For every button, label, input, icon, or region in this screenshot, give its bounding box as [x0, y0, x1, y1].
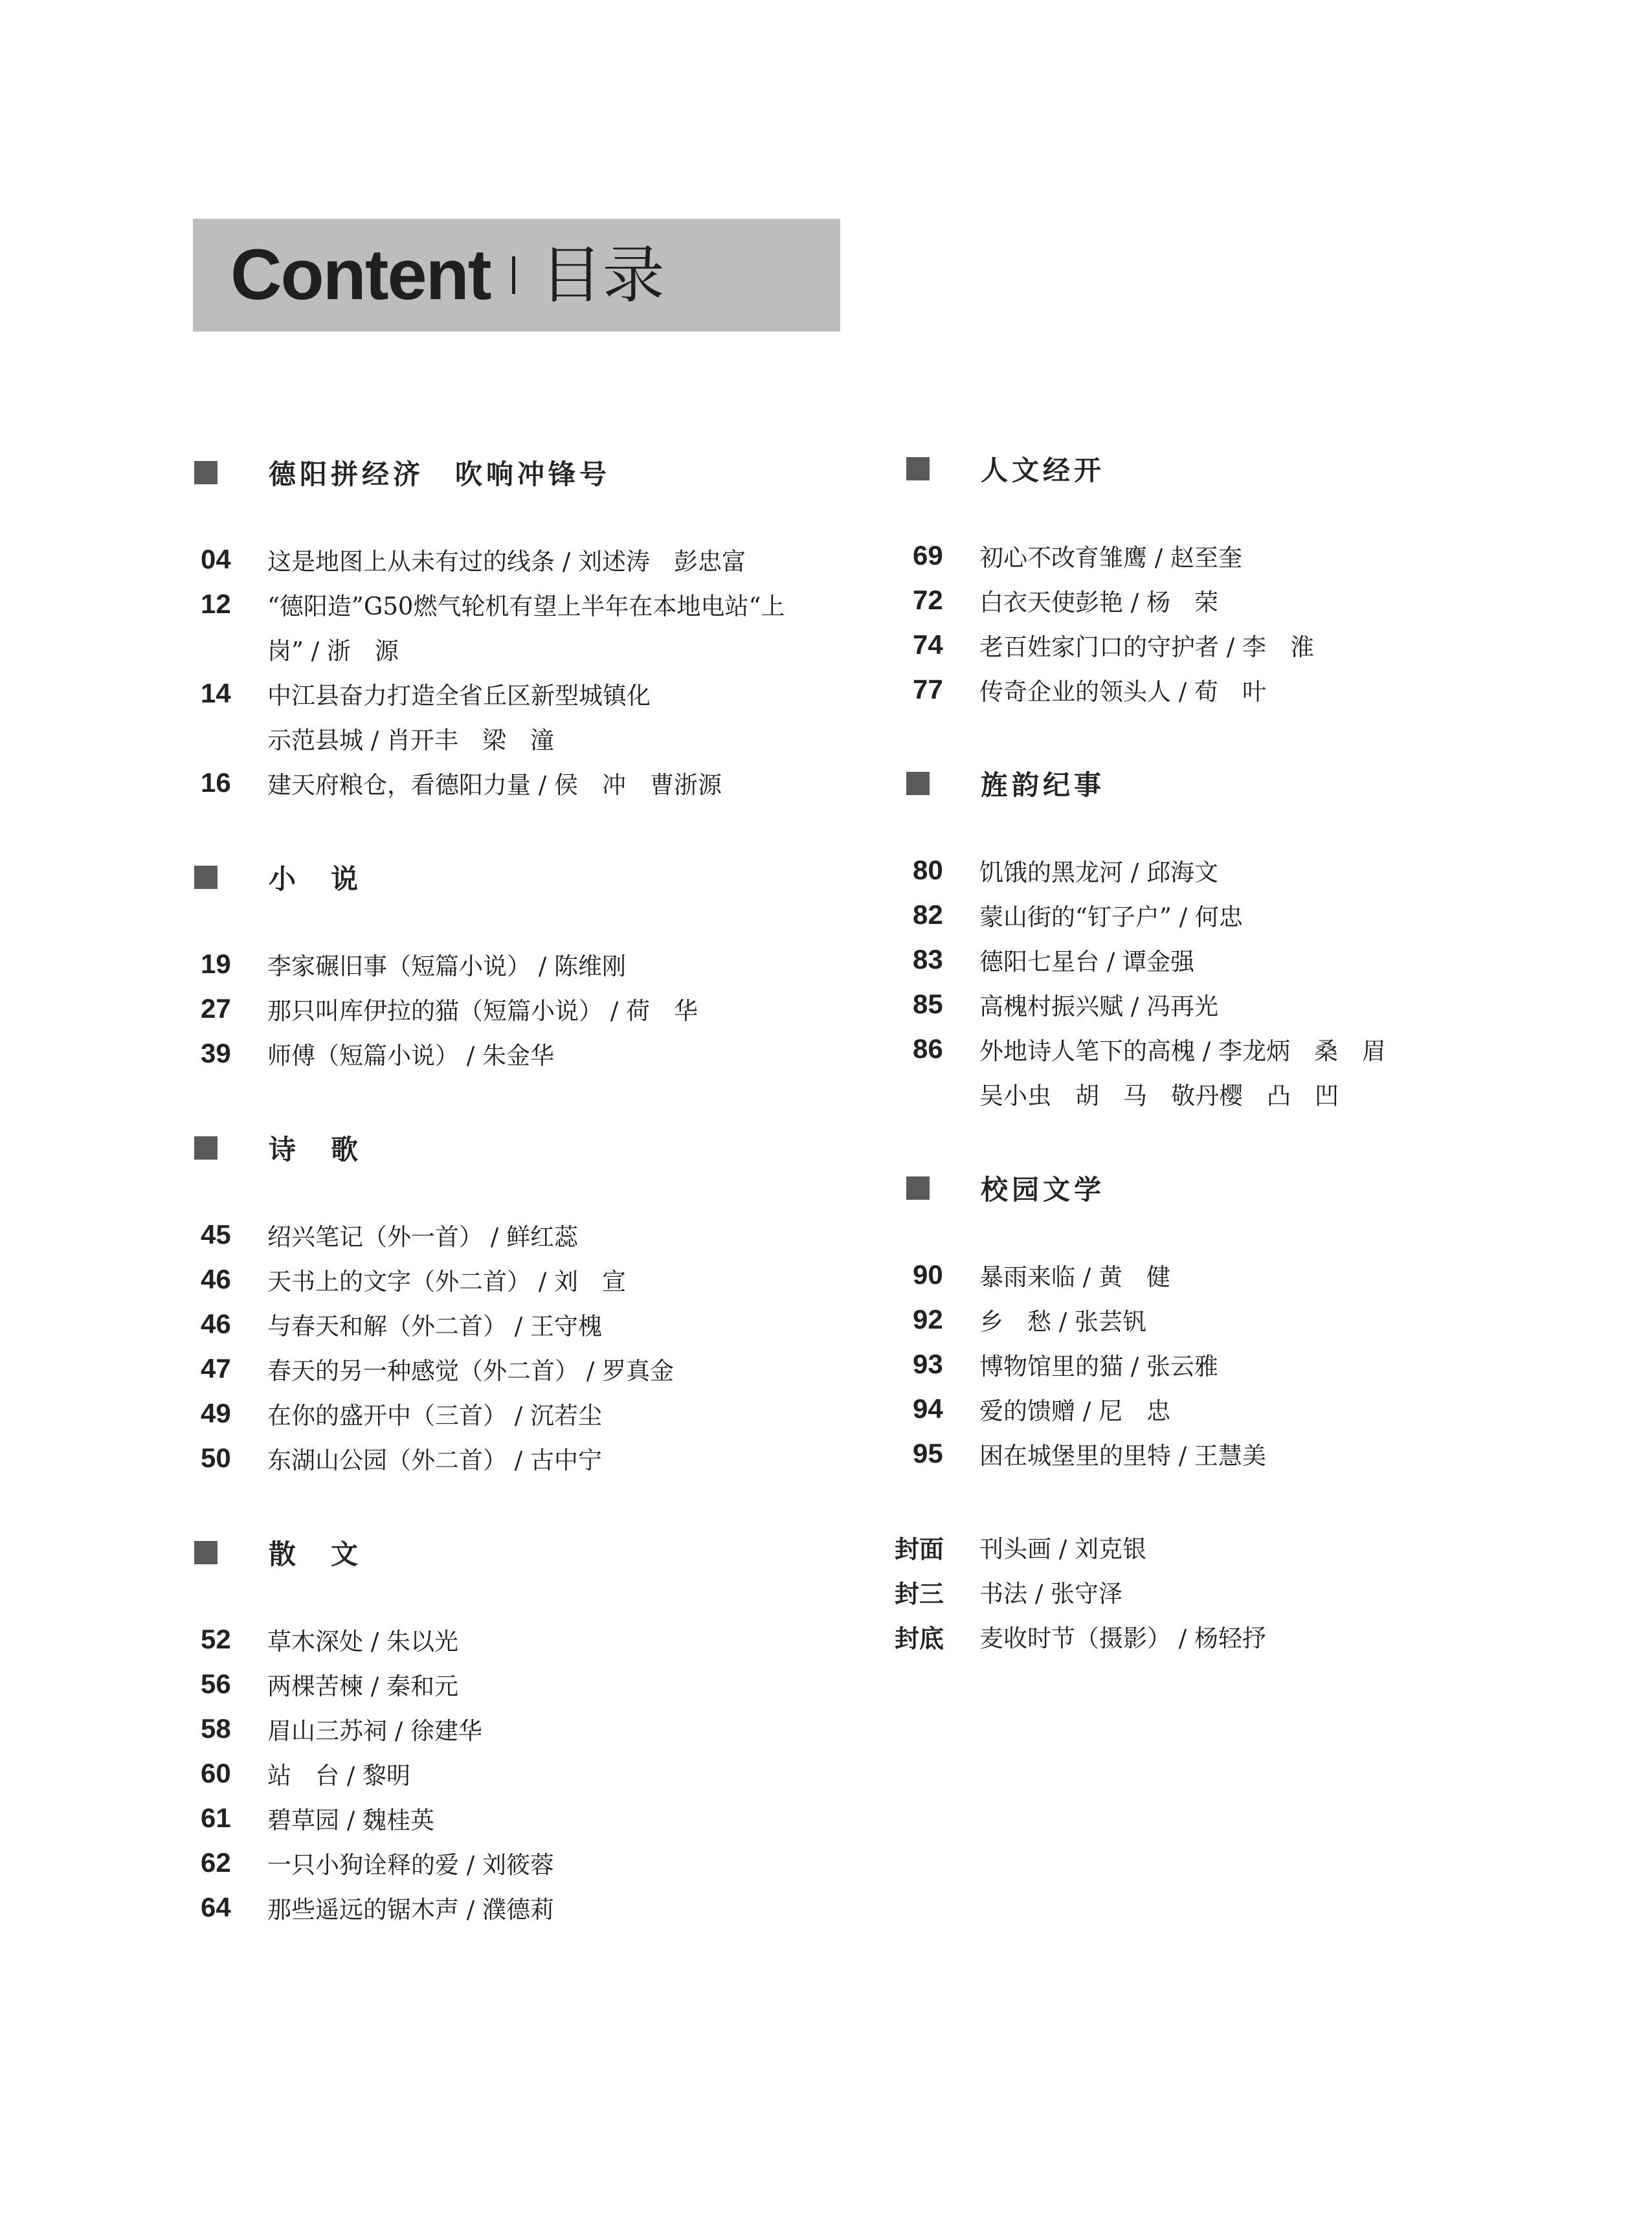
toc-entry[interactable]	[906, 1027, 1554, 1071]
cover-credit-front[interactable]	[895, 1525, 1554, 1569]
section-title: 诗 歌	[269, 1134, 363, 1165]
toc-entry[interactable]	[906, 893, 1554, 937]
page-number: 64	[201, 1892, 231, 1922]
entry-title: 李家碾旧事（短篇小说） / 陈维刚	[267, 952, 626, 980]
toc-entry[interactable]	[194, 1617, 842, 1661]
toc-entry[interactable]	[194, 1436, 842, 1480]
cover-credit-third[interactable]	[895, 1569, 1554, 1613]
toc-entry[interactable]	[194, 1662, 842, 1706]
entry-title: 春天的另一种感觉（外二首） / 罗真金	[267, 1357, 674, 1385]
toc-entry[interactable]	[906, 1298, 1554, 1342]
page-number: 93	[913, 1349, 943, 1379]
section-square-icon	[194, 866, 218, 889]
entry-title: 草木深处 / 朱以光	[267, 1628, 458, 1656]
page-number: 47	[201, 1353, 231, 1384]
page-number: 14	[201, 678, 231, 708]
entry-title: 建天府粮仓，看德阳力量 / 侯 冲 曹浙源	[267, 771, 722, 799]
toc-entry[interactable]	[194, 1885, 842, 1929]
entry-title: 碧草园 / 魏桂英	[267, 1806, 434, 1834]
section-title: 人文经开	[981, 455, 1106, 486]
entry-title: 麦收时节（摄影） / 杨轻抒	[979, 1625, 1266, 1652]
entry-title: 示范县城 / 肖开丰 梁 潼	[267, 726, 554, 754]
section-title: 校园文学	[981, 1174, 1106, 1206]
page-number: 94	[913, 1393, 943, 1424]
toc-entry[interactable]	[194, 582, 842, 626]
section-header	[906, 1169, 1106, 1208]
entry-title: 那些遥远的锯木声 / 濮德莉	[267, 1896, 554, 1924]
section-square-icon	[906, 772, 930, 795]
section-header	[194, 1533, 363, 1572]
section-title: 德阳拼经济 吹响冲锋号	[269, 458, 611, 490]
cover-label: 封面	[895, 1535, 944, 1564]
page-number: 39	[201, 1038, 231, 1068]
entry-title: 德阳七星台 / 谭金强	[979, 948, 1194, 976]
toc-entry[interactable]	[906, 938, 1554, 982]
page-number: 58	[201, 1713, 231, 1744]
page-number: 72	[913, 585, 943, 615]
cover-label: 封底	[895, 1624, 944, 1653]
section-square-icon	[906, 457, 930, 480]
entry-title: 蒙山街的“钉子户” / 何忠	[979, 903, 1243, 931]
section-header	[906, 764, 1106, 803]
entry-title: 在你的盛开中（三首） / 沉若尘	[267, 1402, 602, 1430]
toc-entry[interactable]	[194, 942, 842, 986]
section-square-icon	[906, 1176, 930, 1200]
page-number: 49	[201, 1398, 231, 1428]
entry-title: 与春天和解（外二首） / 王守槐	[267, 1312, 602, 1340]
toc-entry[interactable]	[906, 1253, 1554, 1297]
entry-title: 刊头画 / 刘克银	[979, 1535, 1146, 1563]
page-number: 80	[913, 855, 943, 885]
page-number: 19	[201, 949, 231, 979]
section-title: 旌韵纪事	[981, 769, 1106, 801]
page-number: 62	[201, 1847, 231, 1878]
page-number: 16	[201, 767, 231, 798]
entry-title: 困在城堡里的里特 / 王慧美	[979, 1442, 1266, 1470]
entry-title: 一只小狗诠释的爱 / 刘筱蓉	[267, 1851, 554, 1879]
toc-entry[interactable]	[194, 671, 842, 715]
entry-title: 两棵苦楝 / 秦和元	[267, 1672, 458, 1700]
section-title: 散 文	[269, 1538, 363, 1570]
entry-title: 这是地图上从未有过的线条 / 刘述涛 彭忠富	[267, 548, 746, 576]
page-number: 27	[201, 993, 231, 1024]
section-square-icon	[194, 1541, 218, 1564]
entry-title: 饥饿的黑龙河 / 邱海文	[979, 859, 1218, 886]
section-title: 小 说	[269, 863, 363, 895]
page-number: 52	[201, 1624, 231, 1654]
section-square-icon	[194, 1136, 218, 1160]
entry-title: 那只叫库伊拉的猫（短篇小说） / 荷 华	[267, 997, 698, 1025]
toc-entry[interactable]	[906, 1342, 1554, 1386]
page-number: 85	[913, 989, 943, 1019]
page-title-en: Content	[230, 235, 491, 315]
entry-title: 东湖山公园（外二首） / 古中宁	[267, 1446, 602, 1474]
section-header	[194, 1129, 363, 1167]
toc-entry[interactable]	[194, 1347, 842, 1391]
title-divider	[512, 256, 515, 294]
toc-entry[interactable]	[194, 537, 842, 581]
page-number: 46	[201, 1264, 231, 1294]
entry-title: 乡 愁 / 张芸钒	[979, 1308, 1146, 1336]
page-number: 45	[201, 1219, 231, 1250]
toc-entry[interactable]	[194, 1031, 842, 1075]
section-header	[194, 858, 363, 897]
cover-credit-back[interactable]	[895, 1614, 1554, 1658]
toc-entry[interactable]	[906, 578, 1554, 622]
page-number: 60	[201, 1758, 231, 1788]
toc-entry[interactable]	[906, 623, 1554, 667]
entry-title: 师傅（短篇小说） / 朱金华	[267, 1042, 554, 1070]
toc-entry[interactable]	[906, 534, 1554, 578]
entry-title: 书法 / 张守泽	[979, 1580, 1122, 1608]
entry-title: 中江县奋力打造全省丘区新型城镇化	[267, 682, 651, 710]
entry-title: 初心不改育雏鹰 / 赵至奎	[979, 544, 1242, 572]
toc-entry[interactable]	[194, 1841, 842, 1885]
toc-entry[interactable]	[194, 1257, 842, 1301]
toc-entry-continuation[interactable]	[906, 1072, 1554, 1116]
page-number: 50	[201, 1443, 231, 1473]
toc-entry-continuation[interactable]	[194, 716, 842, 760]
entry-title: 站 台 / 黎明	[267, 1762, 410, 1790]
content-header	[193, 219, 840, 332]
entry-title: 博物馆里的猫 / 张云雅	[979, 1353, 1218, 1380]
page-number: 61	[201, 1803, 231, 1833]
page-number: 82	[913, 899, 943, 930]
page-title-cn: 目录	[540, 239, 665, 311]
section-header	[906, 449, 1106, 488]
section-header	[194, 453, 611, 492]
toc-entry-continuation[interactable]	[194, 627, 842, 671]
toc-entry[interactable]	[906, 1432, 1554, 1476]
entry-title: 外地诗人笔下的高槐 / 李龙炳 桑 眉	[979, 1037, 1386, 1065]
page-number: 83	[913, 944, 943, 974]
entry-title: 岗” / 浙 源	[267, 637, 399, 665]
toc-entry[interactable]	[194, 1213, 842, 1257]
entry-title: 眉山三苏祠 / 徐建华	[267, 1717, 482, 1745]
toc-entry[interactable]	[194, 1707, 842, 1751]
page-number: 77	[913, 674, 943, 704]
page-number: 46	[201, 1309, 231, 1339]
entry-title: 绍兴笔记（外一首） / 鲜红蕊	[267, 1223, 578, 1251]
toc-entry[interactable]	[194, 1391, 842, 1435]
page-number: 74	[913, 629, 943, 660]
toc-entry[interactable]	[906, 1387, 1554, 1431]
entry-title: 老百姓家门口的守护者 / 李 淮	[979, 633, 1314, 661]
cover-label: 封三	[895, 1579, 944, 1608]
entry-title: 传奇企业的领头人 / 荀 叶	[979, 678, 1266, 706]
toc-entry[interactable]	[906, 848, 1554, 892]
page-number: 95	[913, 1438, 943, 1468]
page-number: 04	[201, 544, 231, 574]
page-number: 69	[913, 540, 943, 570]
toc-entry[interactable]	[194, 1302, 842, 1346]
entry-title: “德阳造”G50燃气轮机有望上半年在本地电站“上	[267, 592, 785, 620]
toc-entry[interactable]	[906, 668, 1554, 712]
toc-entry[interactable]	[194, 761, 842, 805]
entry-title: 暴雨来临 / 黄 健	[979, 1263, 1170, 1291]
entry-title: 天书上的文字（外二首） / 刘 宣	[267, 1268, 626, 1296]
page-number: 56	[201, 1669, 231, 1699]
entry-title: 高槐村振兴赋 / 冯再光	[979, 993, 1218, 1020]
entry-title: 白衣天使彭艳 / 杨 荣	[979, 589, 1218, 616]
toc-entry[interactable]	[194, 987, 842, 1031]
page-number: 92	[913, 1304, 943, 1334]
entry-title: 爱的馈赠 / 尼 忠	[979, 1397, 1170, 1425]
toc-entry[interactable]	[194, 1751, 842, 1795]
toc-entry[interactable]	[906, 982, 1554, 1026]
page-number: 86	[913, 1033, 943, 1064]
toc-entry[interactable]	[194, 1796, 842, 1840]
entry-title: 吴小虫 胡 马 敬丹樱 凸 凹	[979, 1082, 1339, 1110]
page-number: 12	[201, 589, 231, 619]
page-number: 90	[913, 1259, 943, 1290]
section-square-icon	[194, 461, 218, 484]
